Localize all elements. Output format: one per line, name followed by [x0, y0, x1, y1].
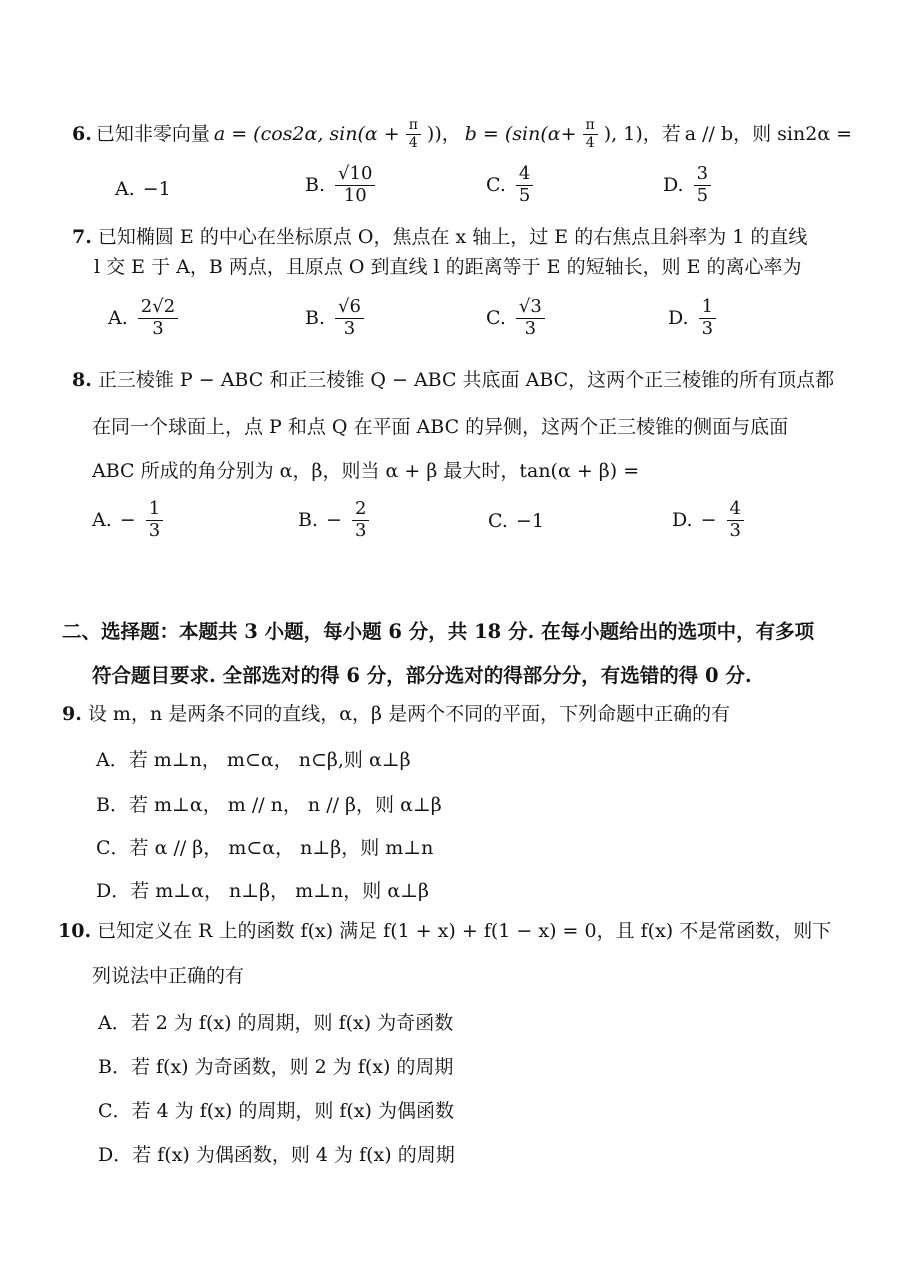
q7-option-c-label: C.	[486, 307, 506, 330]
q9-option-b: B．若 m⊥α， m // n， n // β，则 α⊥β	[96, 794, 442, 816]
q6-option-d	[663, 165, 713, 206]
section-2-line-2: 符合题目要求. 全部选对的得 6 分，部分选对的得部分分，有选错的得 0 分.	[92, 664, 752, 687]
q6-option-b-label: B.	[305, 174, 326, 197]
q6-pi-over-4-b	[583, 118, 598, 150]
q7-option-a-fraction	[138, 298, 178, 339]
q6-option-a-label: A.	[115, 178, 135, 200]
q6-vector-b: b = (sin(α+	[464, 122, 577, 145]
q7-option-c-den: 3	[524, 317, 537, 339]
q8-option-d-den: 3	[729, 519, 741, 541]
q6-option-b-fraction	[335, 165, 375, 206]
q7-number: 7.	[72, 226, 92, 248]
q8-option-a-sign: −	[119, 509, 136, 532]
q10-option-c: C．若 4 为 f(x) 的周期，则 f(x) 为偶函数	[98, 1100, 455, 1122]
q8-text-1: 正三棱锥 P − ABC 和正三棱锥 Q − ABC 共底面 ABC，这两个正三棱锥的所有顶点都	[97, 369, 835, 391]
q6-pi-over-4-a	[406, 118, 421, 150]
q8-line-2: 在同一个球面上，点 P 和点 Q 在平面 ABC 的异侧，这两个正三棱锥的侧面与底面	[92, 416, 789, 438]
q8-option-c-label: C.	[488, 510, 508, 532]
q8-number: 8.	[72, 369, 92, 391]
q6-option-c-num: 4	[516, 165, 533, 186]
q10-line-1	[58, 920, 831, 943]
q8-option-a-num: 1	[146, 500, 163, 521]
q6-option-d-label: D.	[663, 174, 684, 197]
q6-b-close: ), 1)，若	[603, 122, 681, 145]
q8-option-d	[672, 500, 746, 541]
q8-option-d-sign: −	[700, 509, 717, 532]
q7-option-b-num: √6	[335, 298, 364, 319]
q9-option-d: D．若 m⊥α， n⊥β， m⊥n，则 α⊥β	[96, 880, 430, 902]
q10-line-2: 列说法中正确的有	[92, 965, 245, 987]
q6-option-d-fraction	[694, 165, 711, 206]
q7-text-1: 已知椭圆 E 的中心在坐标原点 O，焦点在 x 轴上，过 E 的右焦点且斜率为 1 的直线	[97, 226, 808, 248]
q7-option-d	[668, 298, 718, 339]
q7-option-c-num: √3	[516, 298, 545, 319]
q7-option-b	[305, 298, 366, 339]
q6-parallel: a // b，则 sin2α =	[684, 122, 853, 145]
section-2-line-1: 二、选择题：本题共 3 小题，每小题 6 分，共 18 分. 在每小题给出的选项中，有多项	[62, 620, 815, 643]
q8-option-b-label: B.	[298, 509, 319, 532]
q10-option-a: A．若 2 为 f(x) 的周期，则 f(x) 为奇函数	[98, 1012, 454, 1034]
q7-line-2: l 交 E 于 A，B 两点，且原点 O 到直线 l 的距离等于 E 的短轴长，则 E 的离心率为	[94, 256, 802, 278]
q7-option-a-num: 2√2	[138, 298, 178, 319]
q8-option-b-fraction	[352, 500, 369, 541]
q6-number: 6.	[72, 122, 92, 145]
q8-option-b-sign: −	[326, 509, 342, 532]
q6-option-a	[115, 178, 171, 200]
q6-option-c	[486, 165, 535, 206]
q6-four-a: 4	[408, 134, 418, 151]
q8-option-c	[488, 510, 544, 532]
q8-line-1	[72, 369, 834, 392]
q6-option-a-value: −1	[142, 178, 171, 200]
q6-option-c-fraction	[516, 165, 533, 206]
q7-option-d-den: 3	[701, 317, 714, 339]
q7-option-b-den: 3	[343, 317, 356, 339]
q8-option-d-num: 4	[727, 500, 744, 521]
q9-option-c: C．若 α // β， m⊂α， n⊥β，则 m⊥n	[96, 837, 434, 859]
q6-four-b: 4	[585, 134, 595, 151]
q6-a-close: ))，	[426, 122, 461, 145]
q7-option-a	[108, 298, 180, 339]
q8-option-b-num: 2	[352, 500, 369, 521]
q7-option-d-num: 1	[699, 298, 716, 319]
q6-option-c-label: C.	[486, 174, 506, 197]
q7-option-a-label: A.	[108, 307, 128, 330]
q7-option-d-fraction	[699, 298, 716, 339]
q6-vector-a: a = (cos2α, sin(α +	[213, 122, 400, 145]
q6-option-d-den: 5	[696, 184, 709, 206]
q8-line-3: ABC 所成的角分别为 α，β，则当 α + β 最大时，tan(α + β) =	[92, 460, 640, 482]
q6-pi-a: π	[406, 118, 421, 135]
q7-line-1	[72, 226, 807, 249]
q7-option-a-den: 3	[152, 317, 164, 339]
q6-option-b-num: √10	[335, 165, 375, 186]
q10-option-d: D．若 f(x) 为偶函数，则 4 为 f(x) 的周期	[98, 1144, 455, 1166]
q8-option-a-label: A.	[92, 509, 112, 532]
q8-option-a-fraction	[146, 500, 163, 541]
q6-option-d-num: 3	[694, 165, 711, 186]
q7-option-b-label: B.	[305, 307, 326, 330]
q6-pi-b: π	[583, 118, 598, 135]
q7-option-c	[486, 298, 547, 339]
q9-stem	[62, 703, 730, 726]
q8-option-a	[92, 500, 165, 541]
q8-option-b-den: 3	[354, 519, 367, 541]
q6-option-b-den: 10	[343, 184, 367, 206]
q10-text-1: 已知定义在 R 上的函数 f(x) 满足 f(1 + x) + f(1 − x) = 0，且 f(x) 不是常函数，则下	[97, 920, 832, 942]
q6-stem	[72, 118, 852, 150]
q9-text: 设 m，n 是两条不同的直线，α，β 是两个不同的平面，下列命题中正确的有	[87, 703, 731, 725]
q8-option-b	[298, 500, 371, 541]
q8-option-d-label: D.	[672, 509, 693, 532]
q6-text: 已知非零向量	[95, 122, 210, 145]
q9-number: 9.	[62, 703, 82, 725]
q7-option-d-label: D.	[668, 307, 689, 330]
q7-option-b-fraction	[335, 298, 364, 339]
q10-option-b: B．若 f(x) 为奇函数，则 2 为 f(x) 的周期	[98, 1056, 454, 1078]
q6-option-b	[305, 165, 377, 206]
q8-option-d-fraction	[727, 500, 744, 541]
q7-option-c-fraction	[516, 298, 545, 339]
q9-option-a: A．若 m⊥n， m⊂α， n⊂β,则 α⊥β	[96, 749, 411, 771]
q10-number: 10.	[58, 920, 92, 942]
q8-option-a-den: 3	[148, 519, 161, 541]
q8-option-c-value: −1	[515, 510, 544, 532]
q6-option-c-den: 5	[518, 184, 531, 206]
